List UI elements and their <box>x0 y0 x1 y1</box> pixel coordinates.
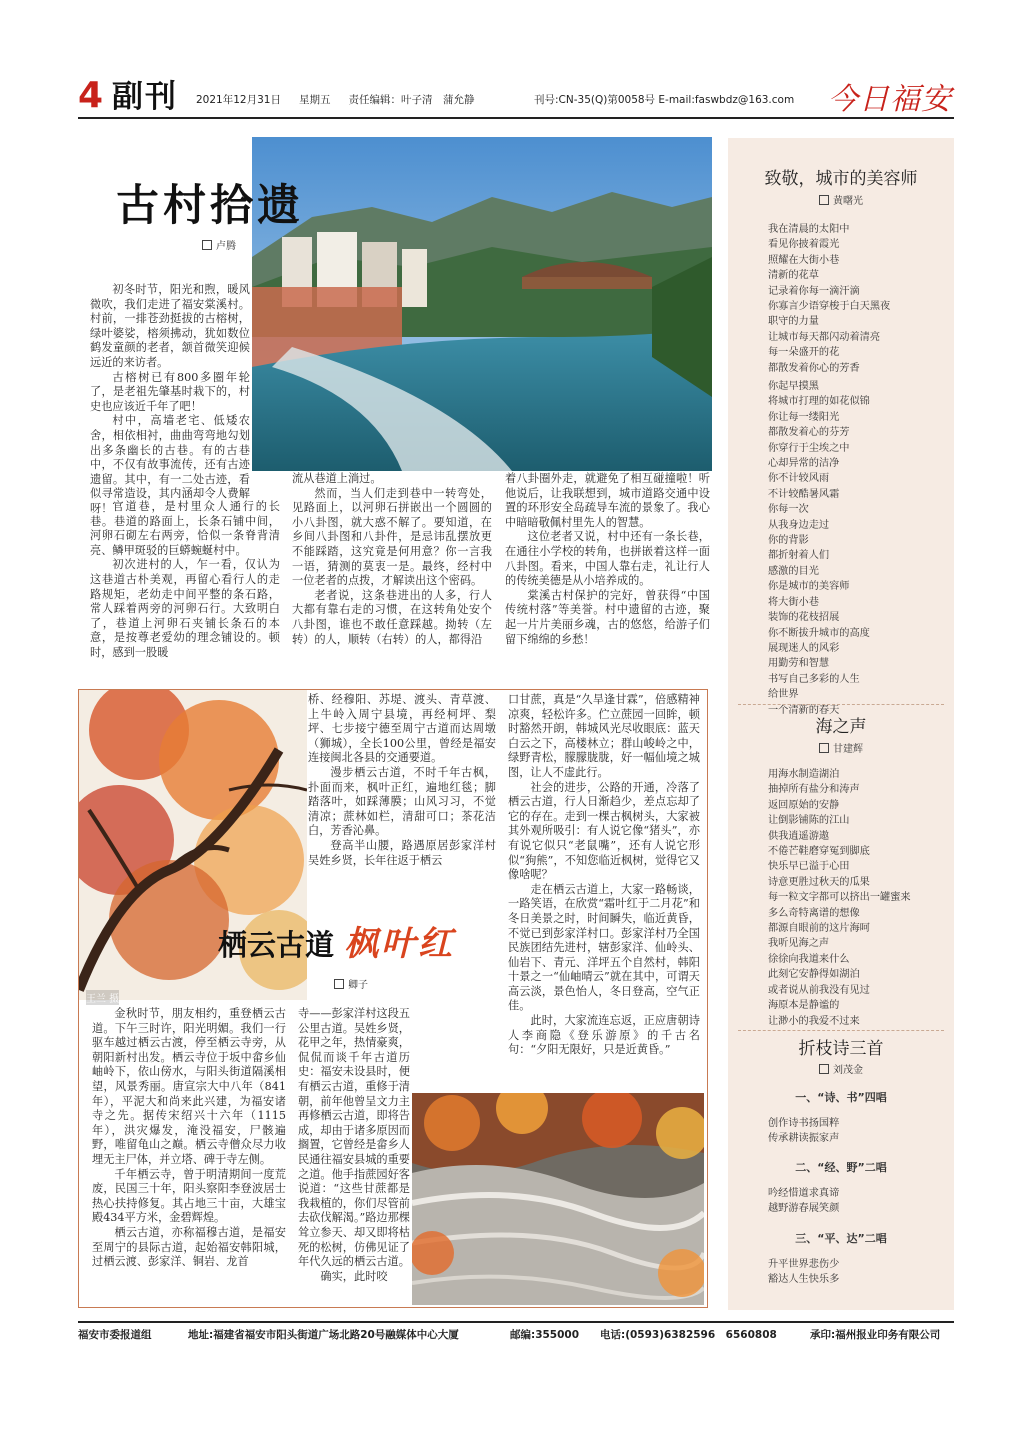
poem2-title: 海之声 <box>815 717 867 737</box>
footer-printer: 承印:福州报业印务有限公司 <box>810 1329 941 1341</box>
footer-address: 地址:福建省福安市阳头街道广场北路20号融媒体中心大厦 <box>188 1329 459 1341</box>
divider <box>738 704 944 705</box>
paragraph: 此时，大家流连忘返，正应唐朝诗人李商隐《登乐游原》的千古名句：“夕阳无限好，只是近黄昏。” <box>508 1014 700 1057</box>
poem1-title: 致敬，城市的美容师 <box>764 169 918 189</box>
footer-org: 福安市委报道组 <box>78 1329 152 1341</box>
paragraph: 初次进村的人，乍一看，仅认为这巷道古朴美观，再留心看行人的走路规矩，老幼走中间平整的条石路，常人踩着两旁的河卵石行。大致明白了，巷道上河卵石夹铺长条石的本意，是按尊老爱幼的理念铺设的。顿时，感到一股暖 <box>90 558 280 659</box>
paragraph: 金秋时节，朋友相约，重登栖云古道。下午三时许，阳光明媚。我们一行驱车越过栖云古渡，停至栖云寺旁，从朝阳新村出发。栖云寺位于坂中畲乡仙岫岭下，依山傍水，与阳头街道隔溪相望，风景秀丽。唐宣宗大中八年（841年），平泥大和尚来此兴建，为福安诸寺之先。据传宋绍兴十六年（1115年），洪灾爆发，淹没福安，尸骸遍野，唯留龟山之巅。栖云寺僧众尽力收埋无主尸体，并立塔、碑于寺左侧。 <box>92 1007 286 1166</box>
article1-column-2 <box>292 472 492 647</box>
paragraph: 走在栖云古道上，大家一路畅谈，一路笑语，在欣赏“霜叶红于二月花”和冬日美景之时，时间瞬失，临近黄昏，不觉已到彭家洋村口。彭家洋村乃全国民族团结先进村，辖彭家洋、仙岭头、仙岩下、青元、洋坪五个自然村，韩阳十景之一“仙岫晴云”就在其中，可谓天高云淡，景色怡人，冬日登高，空气正佳。 <box>508 882 700 1013</box>
paragraph: 这位老者又说，村中还有一条长巷，在通往小学校的转角，也拼嵌着这样一面八卦图。看来，中国人靠右走，礼让行人的传统美德是从小培养成的。 <box>505 530 710 588</box>
footer-rule <box>78 1321 954 1323</box>
issue-date: 2021年12月31日 <box>196 94 281 106</box>
paragraph: 村中，高墙老宅、低矮农舍，相依相衬，曲曲弯弯地勾划出多条幽长的古巷。有的古巷中，不仅有故事流传，还有古迹遗留。其中，有一二处古迹，看似寻常造设，其内涵却令人费解呀！ <box>90 414 250 515</box>
footer-postcode: 邮编:355000 <box>510 1329 580 1341</box>
article2-column-bottom-mid <box>298 1007 410 1284</box>
issn: 刊号:CN-35(Q)第0058号 <box>534 94 656 106</box>
article2-column-right <box>508 693 700 1058</box>
article1-column-3 <box>505 472 710 647</box>
maple-river-photo <box>412 1093 704 1305</box>
poem3-part3-body: 升平世界悲伤少 豁达人生快乐多 <box>768 1259 840 1286</box>
poem3-part2-title: 二、“经、野”二唱 <box>795 1161 887 1174</box>
poetry-sidebar <box>728 138 954 1310</box>
paragraph: 初冬时节，阳光和煦，暖风微吹，我们走进了福安棠溪村。村前，一排苍劲挺拔的古榕树，绿叶婆娑，榕须拂动，犹如数位鹤发童颜的老者，颔首微笑迎候远近的来访者。 <box>90 283 250 369</box>
poem3-part1-body: 创作诗书扬国粹 传承耕读振家声 <box>768 1118 840 1145</box>
page-number: 4 <box>78 75 104 116</box>
article1-title: 古村拾遗 <box>116 181 304 231</box>
poem1-author: 黄曙光 <box>728 192 954 207</box>
paragraph: 社会的进步，公路的开通，冷落了栖云古道，行人日渐趋少，差点忘却了它的存在。走到一棵古枫树头，大家被其外观所吸引：有人说它像“猪头”，亦有说它似只“老鼠嘴”，还有人说它形似“狗熊”，不知您临近枫树，觉得它又像啥呢？ <box>508 780 700 882</box>
poem3-part2-body: 吟经惜道求真谛 越野游春展笑颜 <box>768 1188 840 1215</box>
header-rule <box>78 117 954 119</box>
paragraph: 流从巷道上淌过。 <box>292 472 382 485</box>
paragraph: 然而，当人们走到巷中一转弯处，见路面上，以河卵石拼嵌出一个圆圆的小八卦图，就大惑不解了。要知道，在乡间八卦图和八卦件，是忌讳乱摆放更不能踩踏，这究竟是何用意？你一言我一语，猜测的莫衷一是。最终，经村中一位老者的点拨，才解读出这个密码。 <box>292 486 492 588</box>
article2-title-highlight: 枫叶红 <box>344 924 456 964</box>
paragraph: 着八卦圈外走，就避免了相互碰撞啦！听他说后，让我联想到，城市道路交通中设置的环形安全岛疏导车流的景象了。我心中暗暗敬佩村里先人的智慧。 <box>505 472 710 529</box>
poem1-stanza-2: 你起早摸黑 将城市打理的如花似锦 你让每一缕阳光 都散发着心的芬芳 你穿行于尘埃之中 心却异常的洁净 你不计较风雨 不计较酷暑风霜 你每一次 从我身边走过 你的背影 都折射着人们 感激的目光 你是城市的美容师 将大街小巷 装饰的花枝招展 你不断拔升城市的高度 展现迷人的风彩 用勤劳和智慧 书写自己多彩的人生 给世界 一个清新的春天 <box>768 381 870 716</box>
issn-email <box>534 92 794 107</box>
paragraph: 官道巷，是村里众人通行的长巷。巷道的路面上，长条石铺中间，河卵石砌左右两旁，恰似一条脊背清亮、鳞甲斑驳的巨蟒蜿蜒村中。 <box>90 500 280 557</box>
poem2-author: 甘建辉 <box>728 740 954 755</box>
poem3-part1-title: 一、“诗、书”四唱 <box>795 1091 887 1104</box>
editors: 责任编辑：叶子清 蒲允静 <box>348 94 475 106</box>
article2-title <box>218 916 455 965</box>
paragraph: 口甘蔗，真是“久旱逢甘霖”，倍感精神凉爽，轻松许多。伫立蔗园一回眸，顿时豁然开朗，韩城风光尽收眼底：蓝天白云之下，高楼林立；群山峻岭之中，绿野青松，朦朦胧胧，好一幅仙境之城图，让人不虚此行。 <box>508 693 700 779</box>
article2-author: 卿子 <box>334 976 368 991</box>
email: E-mail:faswbdz@163.com <box>658 94 795 106</box>
poem2-body: 用海水制造湖泊 抽掉所有盐分和涛声 返回原始的安静 让倒影铺陈的江山 供我逍遥游遨 不倦芒鞋磨穿冤到脚底 快乐早已溢于心田 诗意更胜过秋天的瓜果 每一粒文字都可以挤出一罐蜜来 多么奇特离谱的想像 都源自眼前的这片海呵 我听见海之声 徐徐向我道来什么 此刻它安静得如湖泊 或者说从前我没有见过 海原本是静谧的 让渺小的我爱不过来 <box>768 769 911 1027</box>
divider <box>738 1030 944 1031</box>
paragraph: 寺——彭家洋村这段五公里古道。吴姓乡贤，花甲之年，热情豪爽，侃侃而谈千年古道历史：福安未设县时，便有栖云古道，重修于清朝，前年他曾呈文力主再修栖云古道，即将告成，却由于诸多原因而搁置，它曾经是畲乡人民通往福安县城的重要之道。他手指蔗园好客说道：“这些甘蔗都是我栽植的，你们尽管前去砍伐解渴。”路边那棵耸立参天、却又即将枯死的松树，仿佛见证了年代久远的栖云古道。 <box>298 1007 410 1269</box>
poem1-stanza-1: 我在清晨的太阳中 看见你披着霞光 照耀在大街小巷 清新的花草 记录着你每一滴汗滴 你寡言少语穿梭于白天黑夜 职守的力量 让城市每天都闪动着清亮 每一朵盛开的花 都散发着你心的芳香 <box>768 224 891 374</box>
article1-column-1 <box>90 283 250 517</box>
poem3-part3-title: 三、“平、达”二唱 <box>795 1232 887 1245</box>
section-name: 副刊 <box>112 79 178 115</box>
paragraph: 棠溪古村保护的完好，曾获得“中国传统村落”等美誉。村中遗留的古迹，聚起一片片美丽乡魂，古的悠悠，给游子们留下绵绵的乡愁！ <box>505 588 710 646</box>
article1-author: 卢腾 <box>202 237 236 252</box>
article2-title-plain: 栖云古道 <box>218 928 335 962</box>
newspaper-logo: 今日福安 <box>828 82 952 117</box>
article1-column-1b <box>90 500 280 661</box>
paragraph: 确实，此时咬 <box>320 1269 388 1283</box>
paragraph: 千年栖云寺，曾于明清期间一度荒废，民国三十年，阳头察阳李登波居士热心扶持修复。其占地三十亩，大雄宝殿434平方米，金碧辉煌。 <box>92 1167 286 1225</box>
article2-column-top-mid <box>308 693 496 868</box>
paragraph: 老者说，这条巷进出的人多，行人大都有靠右走的习惯，在这转角处安个八卦图，谁也不敢任意踩越。拗转（左转）的人，顺转（右转）的人，都得沿 <box>292 588 492 646</box>
paragraph: 栖云古道，亦称福穆古道，是福安至周宁的县际古道，起始福安韩阳城，过栖云渡、彭家洋、铜岩、龙首 <box>92 1225 286 1269</box>
paragraph: 古榕树已有800多圈年轮了，是老祖先肇基时栽下的，村史也应该近千年了吧！ <box>90 370 250 413</box>
issue-weekday: 星期五 <box>298 94 331 106</box>
paragraph: 登高半山腰，路遇原居彭家洋村吴姓乡贤，长年往返于栖云 <box>308 838 496 867</box>
issue-info <box>196 92 492 107</box>
poem3-author: 刘茂金 <box>728 1061 954 1076</box>
footer-phone: 电话:(0593)6382596 6560808 <box>600 1329 777 1341</box>
paragraph: 桥、经穆阳、苏堤、渡头、青草渡、上牛岭入周宁县境，再经柯坪、梨坪、七步接宁德至周宁古道而达周墩（狮城），全长100公里，曾经是福安连接闽北各县的交通要道。 <box>308 693 496 765</box>
village-river-photo <box>252 137 712 471</box>
photo-credit: 王兰 摄 <box>86 990 119 1005</box>
article2-column-bottom-left <box>92 1007 286 1270</box>
poem3-title: 折枝诗三首 <box>798 1039 884 1059</box>
paragraph: 漫步栖云古道，不时千年古枫，扑面而来，枫叶正红，遍地红毯；脚踏落叶，如踩薄膜；山风习习，不觉清凉；蔗林如栏，清甜可口；茶花洁白，芳香沁鼻。 <box>308 765 496 838</box>
